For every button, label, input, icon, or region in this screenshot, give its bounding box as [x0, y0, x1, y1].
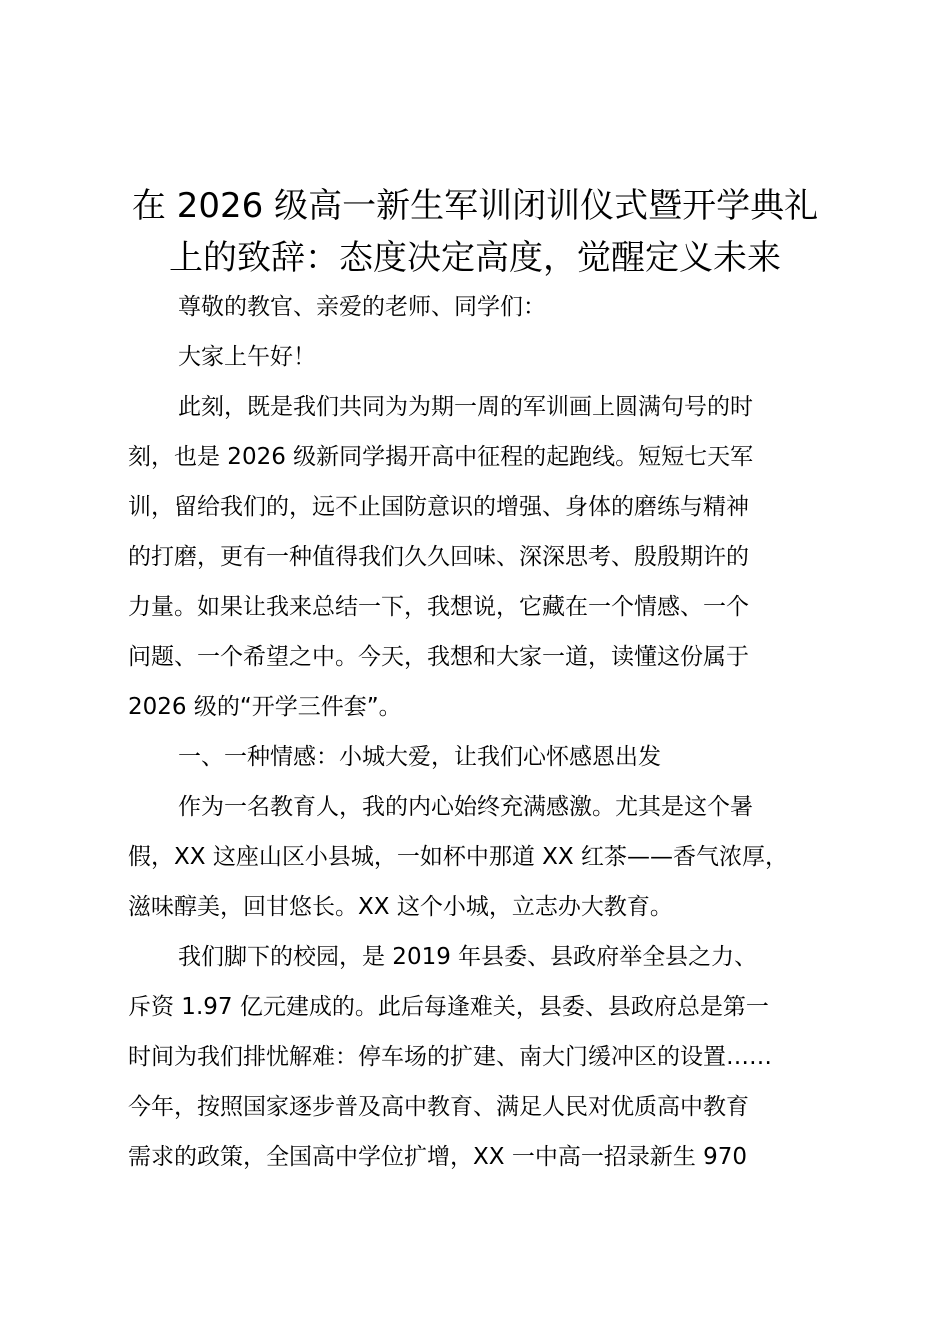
text-line: 作为一名教育人，我的内心始终充满感激。尤其是这个暑 [178, 794, 753, 820]
text-line: 今年，按照国家逐步普及高中教育、满足人民对优质高中教育 [128, 1094, 749, 1120]
text-line: 力量。如果让我来总结一下，我想说，它藏在一个情感、一个 [128, 594, 749, 620]
text-line: 需求的政策，全国高中学位扩增，XX 一中高一招录新生 970 [128, 1144, 748, 1170]
salutation-paragraph [128, 282, 838, 332]
section-heading [128, 732, 838, 782]
text-line: 的打磨，更有一种值得我们久久回味、深深思考、殷殷期许的 [128, 544, 749, 570]
text-line: 训，留给我们的，远不止国防意识的增强、身体的磨练与精神 [128, 494, 749, 520]
body-paragraph [128, 932, 838, 1182]
text-line: 尊敬的教官、亲爱的老师、同学们： [178, 294, 546, 320]
body-paragraph [128, 782, 838, 932]
text-line: 滋味醇美，回甘悠长。XX 这个小城，立志办大教育。 [128, 894, 673, 920]
document-body [128, 282, 838, 1182]
document-title [100, 180, 850, 284]
text-line: 假，XX 这座山区小县城，一如杯中那道 XX 红茶——香气浓厚， [128, 844, 788, 870]
greeting-paragraph [128, 332, 838, 382]
intro-paragraph [128, 382, 838, 732]
title-line: 上的致辞：态度决定高度，觉醒定义未来 [169, 238, 781, 278]
text-line: 时间为我们排忧解难：停车场的扩建、南大门缓冲区的设置…… [128, 1044, 772, 1070]
text-line: 问题、一个希望之中。今天，我想和大家一道，读懂这份属于 [128, 644, 749, 670]
text-line: 大家上午好！ [178, 344, 316, 370]
text-line: 刻，也是 2026 级新同学揭开高中征程的起跑线。短短七天军 [128, 444, 754, 470]
text-line: 一、一种情感：小城大爱，让我们心怀感恩出发 [178, 744, 661, 770]
title-line: 在 2026 级高一新生军训闭训仪式暨开学典礼 [131, 186, 819, 226]
text-line: 此刻，既是我们共同为为期一周的军训画上圆满句号的时 [178, 394, 753, 420]
text-line: 斥资 1.97 亿元建成的。此后每逢难关，县委、县政府总是第一 [128, 994, 769, 1020]
text-line: 2026 级的“开学三件套”。 [128, 694, 402, 720]
text-line: 我们脚下的校园，是 2019 年县委、县政府举全县之力、 [178, 944, 758, 970]
